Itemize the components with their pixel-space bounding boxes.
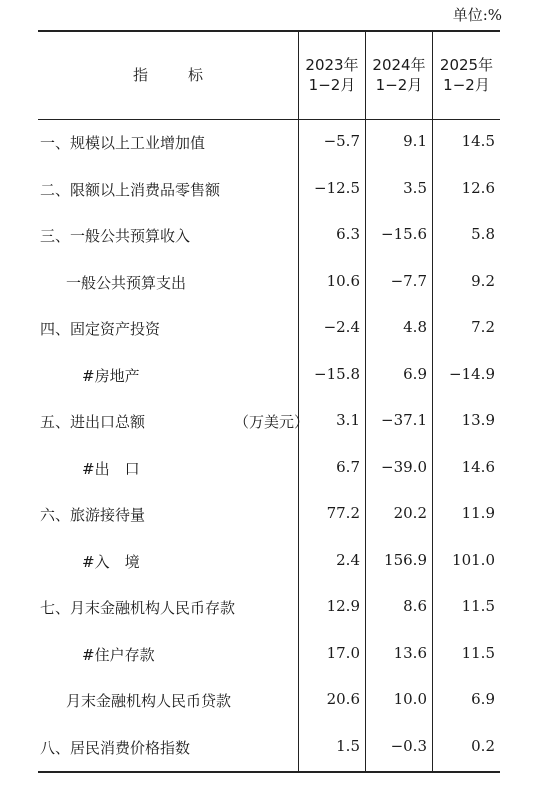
table-row (38, 539, 500, 586)
cell-2023: −12.5 (314, 178, 360, 197)
cell-2025: 9.2 (471, 271, 495, 290)
cell-2025: 13.9 (461, 411, 495, 429)
cell-2023: 20.6 (326, 690, 360, 708)
cell-2024: 8.6 (403, 597, 427, 615)
cell-2024: 4.8 (403, 318, 427, 336)
table-bottom-rule (38, 771, 500, 773)
cell-2025: 6.9 (471, 690, 495, 708)
cell-2025: −14.9 (449, 364, 495, 383)
cell-2024: −39.0 (381, 457, 427, 476)
cell-2023: 1.5 (336, 736, 360, 755)
table-row (38, 678, 500, 725)
table-row (38, 632, 500, 679)
header-indicator: 指标 (132, 65, 243, 84)
row-label: 一、规模以上工业增加值 (40, 134, 206, 152)
cell-2024: −0.3 (390, 736, 427, 755)
cell-2025: 11.5 (461, 597, 495, 615)
cell-2024: 9.1 (403, 132, 427, 150)
table-row (38, 585, 500, 632)
row-unit-note: （万美元） (234, 413, 310, 431)
header-2025: 2025年 1−2月 (439, 55, 494, 94)
table-row (38, 167, 500, 214)
cell-2024: −7.7 (390, 271, 427, 290)
cell-2025: 7.2 (471, 318, 495, 336)
cell-2025: 5.8 (471, 225, 495, 243)
cell-2023: −15.8 (314, 364, 360, 383)
row-label: #房地产 (82, 366, 140, 385)
row-label: 四、固定资产投资 (40, 320, 161, 338)
row-label: #入 境 (82, 552, 140, 571)
cell-2025: 12.6 (461, 178, 495, 197)
cell-2023: 17.0 (326, 643, 360, 662)
cell-2023: 12.9 (326, 597, 360, 615)
row-label: 五、进出口总额 (40, 413, 146, 431)
cell-2024: 6.9 (403, 364, 427, 383)
cell-2024: −15.6 (381, 225, 427, 243)
cell-2023: 6.3 (336, 225, 360, 243)
cell-2023: 10.6 (326, 271, 360, 290)
unit-label: 单位:% (452, 6, 502, 24)
table-row (38, 492, 500, 539)
row-label: 二、限额以上消费品零售额 (40, 180, 221, 199)
cell-2023: 6.7 (336, 457, 360, 476)
row-label: 一般公共预算支出 (66, 273, 187, 292)
cell-2025: 11.5 (461, 643, 495, 662)
cell-2024: −37.1 (381, 411, 427, 429)
row-label: 七、月末金融机构人民币存款 (40, 599, 236, 617)
table-row (38, 120, 500, 167)
row-label: 六、旅游接待量 (40, 506, 146, 524)
table-row (38, 446, 500, 493)
table-row (38, 725, 500, 772)
table-row (38, 213, 500, 260)
cell-2023: 77.2 (326, 504, 360, 522)
cell-2025: 101.0 (452, 550, 495, 569)
cell-2024: 20.2 (393, 504, 427, 522)
cell-2025: 14.6 (461, 457, 495, 476)
cell-2024: 10.0 (393, 690, 427, 708)
cell-2024: 156.9 (384, 550, 427, 569)
cell-2024: 13.6 (393, 643, 427, 662)
header-2023: 2023年 1−2月 (305, 55, 359, 94)
row-label: #住户存款 (82, 645, 155, 664)
cell-2025: 0.2 (471, 736, 495, 755)
table-row (38, 353, 500, 400)
table-row (38, 260, 500, 307)
header-2024: 2024年 1−2月 (372, 55, 426, 94)
cell-2023: 2.4 (336, 550, 360, 569)
row-label: 三、一般公共预算收入 (40, 227, 191, 245)
row-label: 八、居民消费价格指数 (40, 738, 191, 757)
table-body (38, 120, 500, 771)
cell-2023: 3.1 (336, 411, 360, 429)
cell-2025: 14.5 (461, 132, 495, 150)
row-label: 月末金融机构人民币贷款 (66, 692, 232, 710)
cell-2024: 3.5 (403, 178, 427, 197)
cell-2023: −2.4 (323, 318, 360, 336)
cell-2025: 11.9 (461, 504, 495, 522)
table-row (38, 306, 500, 353)
cell-2023: −5.7 (323, 132, 360, 150)
row-label: #出 口 (82, 459, 140, 478)
table-row (38, 399, 500, 446)
